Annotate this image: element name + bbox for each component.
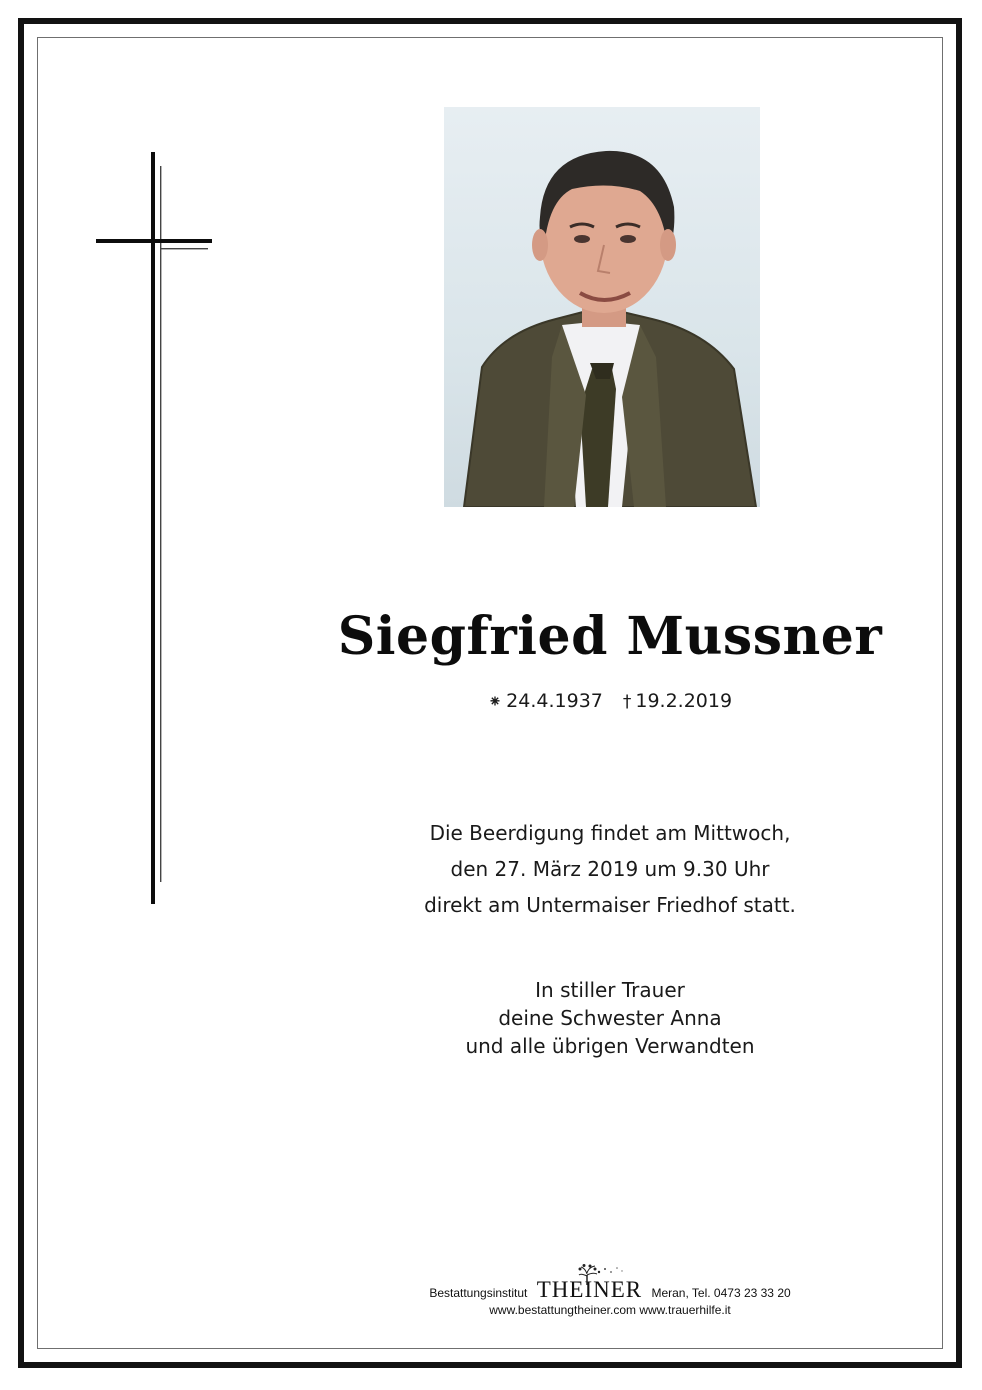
funeral-details [300, 815, 920, 923]
website-links: www.bestattungtheiner.com www.trauerhilfe.it [489, 1303, 731, 1317]
institute-label: Bestattungsinstitut [429, 1286, 528, 1300]
mourner-line: In stiller Trauer [535, 978, 685, 1002]
cross-icon [96, 152, 214, 904]
birth-date: 24.4.1937 [506, 690, 603, 712]
tree-logo-icon [575, 1263, 627, 1285]
contact-info: Meran, Tel. 0473 23 33 20 [651, 1286, 791, 1300]
mourner-line: und alle übrigen Verwandten [465, 1034, 755, 1058]
funeral-home-footer [300, 1277, 920, 1318]
mourners-block [300, 976, 920, 1060]
deceased-name: Siegfried Mussner [337, 606, 883, 667]
footer-line [300, 1277, 920, 1302]
funeral-line: Die Beerdigung findet am Mittwoch, [429, 821, 791, 845]
death-date: 19.2.2019 [635, 690, 733, 712]
funeral-line: direkt am Untermaiser Friedhof statt. [424, 893, 796, 917]
portrait-photo [444, 107, 760, 507]
funeral-line: den 27. März 2019 um 9.30 Uhr [450, 857, 770, 881]
brand-logo [536, 1277, 643, 1302]
life-dates [300, 690, 920, 712]
death-symbol: † [622, 692, 632, 712]
brand-name: THEINER [536, 1277, 643, 1302]
birth-symbol: ⁕ [487, 692, 503, 712]
mourner-line: deine Schwester Anna [498, 1006, 722, 1030]
